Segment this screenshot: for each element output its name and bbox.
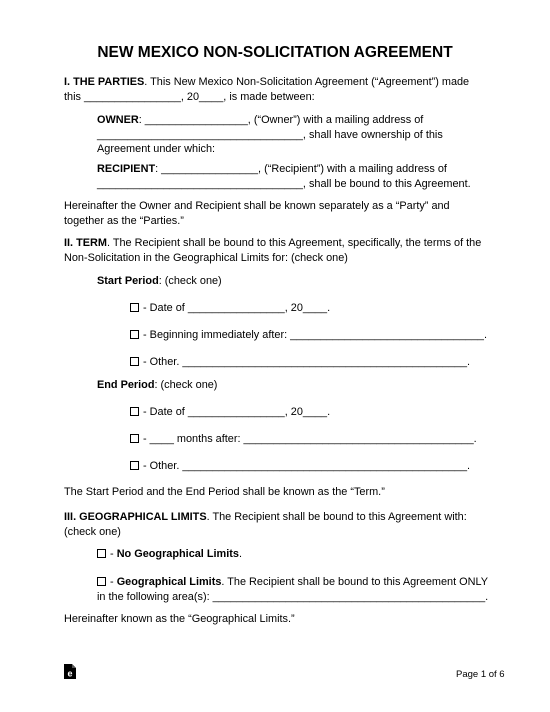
geo-heading: III. GEOGRAPHICAL LIMITS — [64, 511, 207, 523]
parties-intro-line2: this ________________, 20____, is made between: — [64, 90, 315, 103]
recipient-block — [97, 162, 471, 191]
start-period-label: Start Period: (check one) — [97, 275, 222, 287]
checkbox[interactable] — [130, 303, 139, 312]
parties-intro-line1: . This New Mexico Non-Solicitation Agreement (“Agreement”) made — [144, 76, 470, 88]
term-intro-line2: Non-Solicitation in the Geographical Limits for: (check one) — [64, 251, 348, 264]
parties-definition-line2: together as the “Parties.” — [64, 214, 184, 227]
term-intro-line1: . The Recipient shall be bound to this Agreement, specifically, the terms of the — [106, 237, 482, 249]
recipient-line2: __________________________________, shall be bound to this Agreement. — [97, 177, 471, 190]
geo-option-limits[interactable]: - Geographical Limits. The Recipient shall be bound to this Agreement ONLY in the following area(s): _____________________________________________. — [97, 576, 489, 603]
term-intro — [64, 236, 481, 265]
parties-heading: I. THE PARTIES — [64, 76, 145, 88]
parties-definition-line1: Hereinafter the Owner and Recipient shall be known separately as a “Party” and — [64, 200, 450, 212]
checkbox[interactable] — [130, 461, 139, 470]
start-option-date[interactable]: - Date of ________________, 20____. — [130, 301, 330, 316]
owner-line3: Agreement under which: — [97, 143, 216, 155]
geo-option-none[interactable]: - No Geographical Limits. — [97, 547, 242, 562]
owner-line1: : _________________, (“Owner”) with a mailing address of — [138, 114, 424, 126]
end-period-label: End Period: (check one) — [97, 379, 218, 391]
geo-definition: Hereinafter known as the “Geographical Limits.” — [64, 613, 295, 625]
checkbox[interactable] — [130, 357, 139, 366]
geo-intro-line2: (check one) — [64, 525, 121, 538]
start-option-other[interactable]: - Other. _______________________________________________. — [130, 355, 470, 370]
recipient-line1: : ________________, (“Recipient”) with a mailing address of — [155, 163, 447, 175]
end-option-months[interactable]: - ____ months after: ______________________________________. — [130, 432, 477, 447]
checkbox[interactable] — [97, 549, 106, 558]
geo-option-limits-line2: in the following area(s): _____________________________________________. — [97, 590, 489, 603]
checkbox[interactable] — [130, 434, 139, 443]
eforms-logo-icon — [63, 663, 77, 680]
checkbox[interactable] — [130, 407, 139, 416]
term-definition: The Start Period and the End Period shall be known as the “Term.” — [64, 486, 385, 498]
svg-text:e: e — [67, 668, 73, 679]
checkbox[interactable] — [130, 330, 139, 339]
owner-block — [97, 113, 443, 157]
recipient-label: RECIPIENT — [97, 163, 156, 175]
start-option-immediately[interactable]: - Beginning immediately after: ________________________________. — [130, 328, 487, 343]
term-heading: II. TERM — [64, 237, 107, 249]
page-number: Page 1 of 6 — [456, 669, 505, 680]
geo-intro-line1: . The Recipient shall be bound to this Agreement with: — [206, 511, 467, 523]
end-option-other[interactable]: - Other. _______________________________________________. — [130, 459, 470, 474]
document-title: NEW MEXICO NON-SOLICITATION AGREEMENT — [97, 44, 453, 61]
parties-intro — [64, 75, 469, 104]
checkbox[interactable] — [97, 577, 106, 586]
parties-definition — [64, 199, 450, 228]
end-option-date[interactable]: - Date of ________________, 20____. — [130, 405, 330, 420]
geo-intro — [64, 510, 467, 539]
owner-label: OWNER — [97, 114, 139, 126]
owner-line2: __________________________________, shall have ownership of this — [97, 128, 443, 141]
